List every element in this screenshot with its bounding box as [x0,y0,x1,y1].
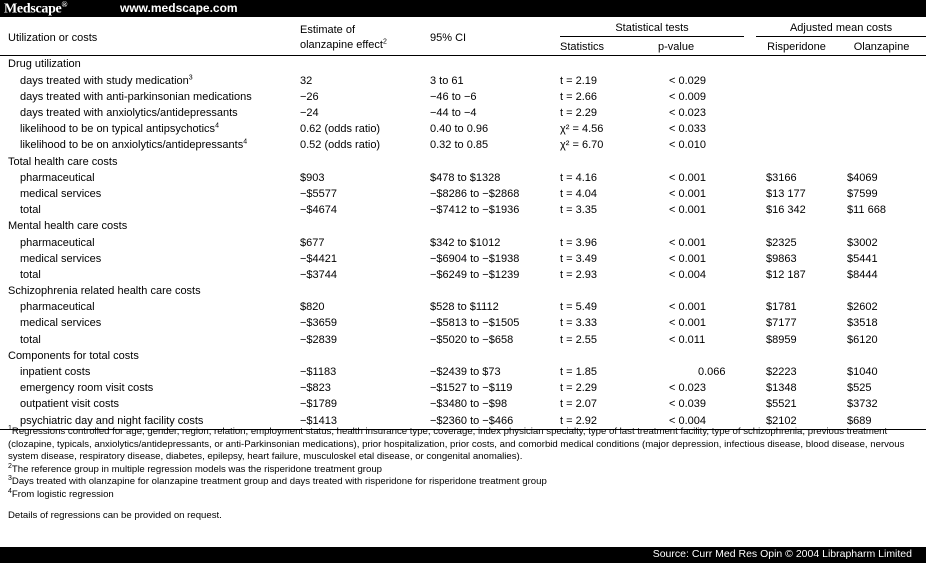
cell-olanzapine: $4069 [847,171,878,184]
cell-ci: −$2439 to $73 [430,366,501,379]
cell-statistic: t = 2.66 [560,90,598,103]
col-header-risperidone: Risperidone [756,37,837,56]
footnote-3: $^3$Days treated with olanzapine for olanzapine treatment group and days treated with risperidone for risperidone treatment group [8,475,547,488]
cell-risperidone: $5521 [766,398,797,411]
row-label: total [20,333,41,346]
cell-estimate: −$5577 [300,187,338,200]
cell-ci: −$1527 to −$119 [430,382,513,395]
cell-statistic: t = 2.29 [560,107,598,120]
cell-pvalue: < 0.029 [669,74,707,87]
col-header-olanzapine: Olanzapine [837,37,926,56]
cell-statistic: t = 5.49 [560,301,598,314]
cell-olanzapine: $11 668 [847,204,886,217]
cell-olanzapine: $7599 [847,187,878,200]
footnote-4: $^4$From logistic regression [8,487,114,500]
row-label: outpatient visit costs [20,398,120,411]
cell-risperidone: $3166 [766,171,797,184]
cell-olanzapine: $1040 [847,366,878,379]
cell-ci: 0.32 to 0.85 [430,139,489,152]
cell-estimate: −$3659 [300,317,338,330]
cell-estimate: −$3744 [300,268,338,281]
cell-risperidone [756,105,837,121]
cell-statistic: χ² = 6.70 [560,139,604,152]
cell-statistic: t = 2.07 [560,398,598,411]
row-label: inpatient costs [20,366,91,379]
table-row [0,89,926,105]
cell-estimate: −$1413 [300,413,430,430]
row-label: emergency room visit costs [20,382,154,395]
details-note: Details of regressions can be provided on request. [8,509,222,521]
site-url-link[interactable]: www.medscape.com [120,1,238,15]
col-header-statistics: Statistics [560,37,658,56]
table-row [0,121,926,137]
cell-estimate: −$4674 [300,204,338,217]
table-row [0,234,926,250]
cell-estimate: $820 [300,301,325,314]
table-row [0,315,926,331]
cell-statistic: t = 2.55 [560,333,598,346]
row-label: likelihood to be on typical antipsychotics$^4$ [20,122,219,136]
cell-pvalue: < 0.001 [669,301,707,314]
cell-estimate: −$823 [300,382,331,395]
cell-estimate: −24 [300,107,319,120]
cell-ci: −$8286 to −$2868 [430,187,520,200]
table-row [0,299,926,315]
cell-olanzapine [837,73,926,89]
cell-estimate: 32 [300,74,313,87]
cell-pvalue: < 0.001 [669,204,707,217]
cell-ci: −$3480 to −$98 [430,398,508,411]
cell-estimate: 0.52 (odds ratio) [300,139,381,152]
cell-pvalue: < 0.033 [669,123,707,136]
row-label: pharmaceutical [20,236,95,249]
cell-risperidone: $2325 [766,236,797,249]
row-label: total [20,204,41,217]
cell-ci: −44 to −4 [430,107,477,120]
row-label: total [20,268,41,281]
cell-risperidone [756,137,837,153]
cell-pvalue: < 0.039 [669,398,707,411]
cell-pvalue: < 0.023 [669,107,707,120]
cell-pvalue: < 0.023 [669,382,707,395]
cell-ci: −$6249 to −$1239 [430,268,520,281]
table-row [0,73,926,89]
cell-statistic: t = 2.29 [560,382,598,395]
cell-pvalue: < 0.009 [669,90,707,103]
cell-estimate: −$1789 [300,398,338,411]
cell-statistic: t = 2.92 [560,413,658,430]
row-label: medical services [20,317,102,330]
cell-statistic: t = 2.19 [560,74,598,87]
footnote-2: $^2$The reference group in multiple regression models was the risperidone treatment group [8,462,382,475]
cell-ci: −$2360 to −$466 [430,413,560,430]
cell-olanzapine: $3732 [847,398,878,411]
row-label: likelihood to be on anxiolytics/antidepressants$^4$ [20,138,248,152]
table-row [0,105,926,121]
cell-ci: −$7412 to −$1936 [430,204,520,217]
cell-pvalue: < 0.004 [669,268,707,281]
cell-ci: $528 to $1112 [430,301,499,314]
col-header-estimate: Estimate of olanzapine effect$^2$ [300,17,430,56]
section-row [0,56,926,73]
cell-ci: −$6904 to −$1938 [430,252,520,265]
cell-risperidone: $8959 [766,333,797,346]
section-title: Drug utilization [8,58,81,71]
cell-pvalue: < 0.001 [669,236,707,249]
cell-risperidone: $9863 [766,252,797,265]
cell-olanzapine: $525 [847,382,872,395]
group-header-adjusted-costs: Adjusted mean costs [756,17,926,37]
cell-olanzapine: $3518 [847,317,878,330]
cell-estimate: −26 [300,90,319,103]
cell-ci: −$5813 to −$1505 [430,317,520,330]
cell-ci: 0.40 to 0.96 [430,123,489,136]
cell-olanzapine [837,121,926,137]
group-header-statistical-tests: Statistical tests [560,17,744,37]
cell-statistic: t = 3.33 [560,317,598,330]
cell-risperidone: $1348 [766,382,797,395]
table-row [0,137,926,153]
cell-statistic: t = 2.93 [560,268,598,281]
cell-olanzapine: $689 [837,413,926,430]
section-row [0,218,926,234]
cell-estimate: −$2839 [300,333,338,346]
cell-pvalue: < 0.001 [669,252,707,265]
col-header-pvalue: p-value [658,37,744,56]
col-header-utilization: Utilization or costs [0,17,300,56]
cell-risperidone: $1781 [766,301,797,314]
cell-estimate: −$4421 [300,252,338,265]
medscape-logo[interactable]: Medscape® [4,0,68,17]
table-row [0,380,926,396]
section-title: Components for total costs [8,349,139,362]
cell-risperidone: $2223 [766,366,797,379]
cell-estimate: $903 [300,171,325,184]
cell-olanzapine: $6120 [847,333,878,346]
cell-statistic: t = 3.96 [560,236,598,249]
row-label: days treated with anti-parkinsonian medications [20,90,252,103]
cell-estimate: $677 [300,236,325,249]
table-row [0,364,926,380]
cell-risperidone: $7177 [766,317,797,330]
cell-statistic: t = 3.49 [560,252,598,265]
cell-statistic: t = 4.16 [560,171,598,184]
cell-pvalue: < 0.010 [669,139,707,152]
cell-pvalue: < 0.011 [669,333,706,346]
cell-risperidone: $16 342 [766,204,806,217]
cell-risperidone [756,121,837,137]
cell-risperidone: $2102 [756,413,837,430]
cell-estimate: 0.62 (odds ratio) [300,123,381,136]
table-row [0,170,926,186]
table-body [0,56,926,429]
row-label: pharmaceutical [20,301,95,314]
cell-pvalue: < 0.001 [669,171,707,184]
cell-estimate: −$1183 [300,366,337,379]
cell-statistic: χ² = 4.56 [560,123,604,136]
top-banner [0,0,926,17]
row-label: medical services [20,252,102,265]
row-label: days treated with study medication$^3$ [20,74,193,87]
table-row [0,251,926,267]
section-title: Total health care costs [8,155,118,168]
table-row [0,202,926,218]
results-table [0,17,926,430]
section-row [0,348,926,364]
cell-olanzapine: $3002 [847,236,878,249]
section-row [0,283,926,299]
cell-ci: −46 to −6 [430,90,477,103]
footnotes [8,426,920,522]
section-title: Mental health care costs [8,220,128,233]
table-row [0,267,926,283]
row-label: psychiatric day and night facility costs [0,413,300,430]
cell-ci: −$5020 to −$658 [430,333,514,346]
cell-ci: $342 to $1012 [430,236,501,249]
cell-statistic: t = 1.85 [560,366,598,379]
cell-olanzapine [837,105,926,121]
row-label: pharmaceutical [20,171,95,184]
cell-risperidone: $13 177 [766,187,806,200]
cell-pvalue: < 0.001 [669,317,707,330]
table-row [0,396,926,412]
cell-olanzapine: $8444 [847,268,878,281]
cell-statistic: t = 4.04 [560,187,598,200]
col-header-ci: 95% CI [430,17,560,56]
cell-risperidone [756,89,837,105]
table-row [0,186,926,202]
table-row [0,332,926,348]
row-label: days treated with anxiolytics/antidepressants [20,107,238,120]
row-label: medical services [20,187,102,200]
bottom-banner [0,547,926,563]
cell-pvalue: < 0.001 [669,187,707,200]
cell-risperidone [756,73,837,89]
cell-ci: 3 to 61 [430,74,464,87]
cell-risperidone: $12 187 [766,268,806,281]
cell-statistic: t = 3.35 [560,204,598,217]
section-row [0,154,926,170]
cell-pvalue: 0.066 [698,366,726,379]
cell-ci: $478 to $1328 [430,171,501,184]
cell-olanzapine [837,89,926,105]
cell-olanzapine: $2602 [847,301,878,314]
cell-olanzapine: $5441 [847,252,878,265]
cell-pvalue: < 0.004 [658,413,744,430]
cell-olanzapine [837,137,926,153]
section-title: Schizophrenia related health care costs [8,285,201,298]
source-credit: Source: Curr Med Res Opin © 2004 Librapharm Limited [652,548,912,560]
footnote-1: $^1$Regressions controlled for age, gender, region, relation, employment status, health insurance type, coverage, index physician specialty, type of last treatment facility, type of schizophrenia, previous treatment (clozapine, typicals, anxiolytics/antidepressants, or anti-Parkinsonian medications), prior hospitalization, prior costs, and comorbid medical conditions (major depression, infectious disease, blood disease, nervous system disease, respiratory disease, diabetes, epilepsy, heart failure, musculoskel etal disease, or congenital anomalies). [8,424,905,463]
